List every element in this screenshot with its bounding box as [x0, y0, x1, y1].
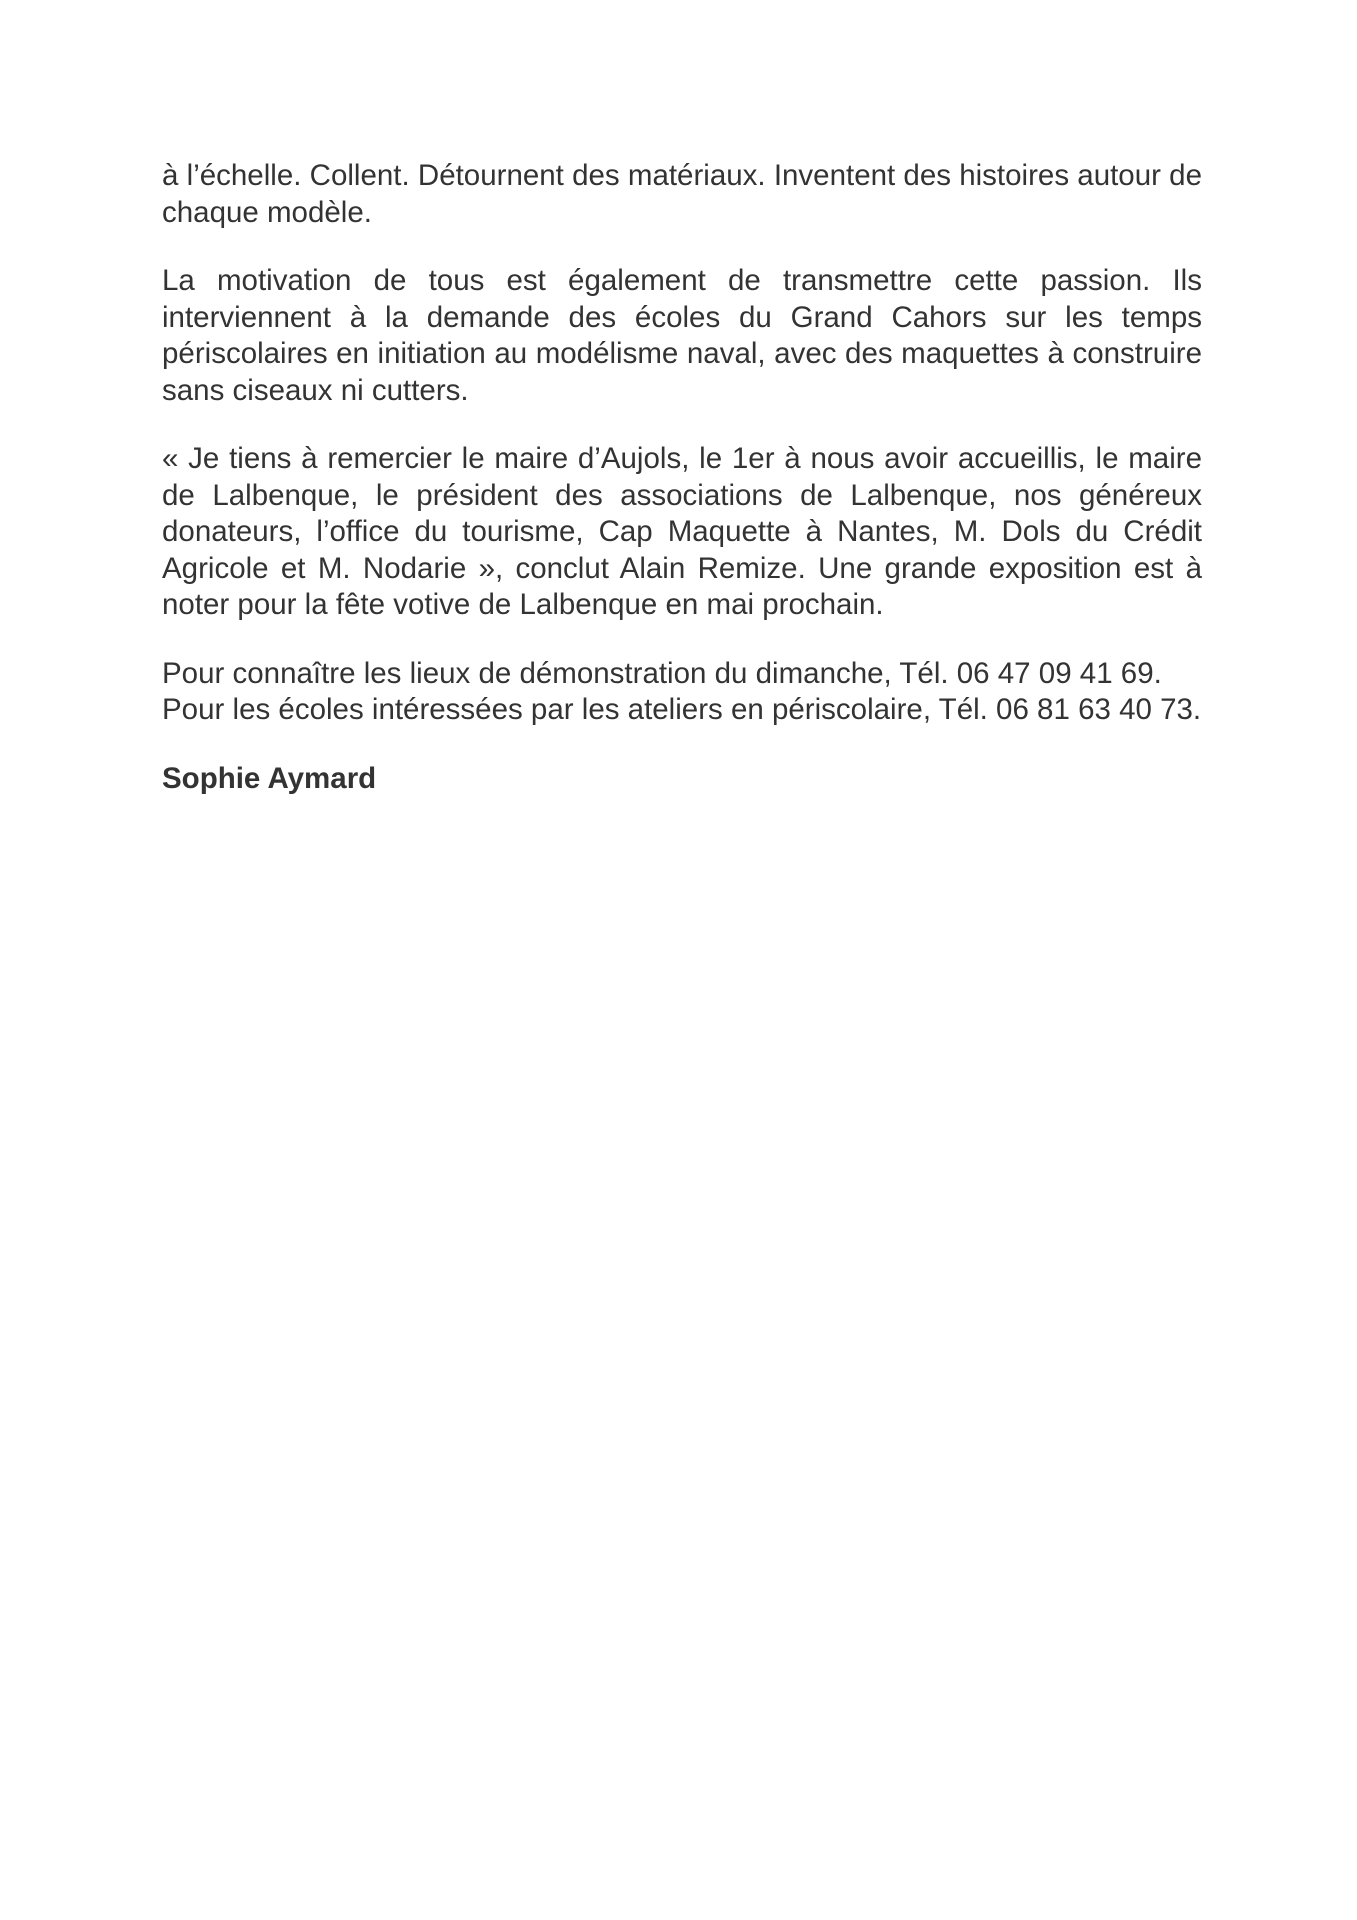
paragraph-motivation: La motivation de tous est également de transmettre cette passion. Ils interviennent à la demande des écoles du Grand Cahors sur les temps périscolaires en initiation au modélisme naval, avec des maquettes à construire sans ciseaux ni cutters.	[162, 264, 1202, 407]
contact-schools: Pour les écoles intéressées par les ateliers en périscolaire, Tél. 06 81 63 40 73.	[162, 693, 1202, 726]
contact-info	[162, 656, 1202, 729]
paragraph-intro: à l’échelle. Collent. Détournent des matériaux. Inventent des histoires autour de chaque modèle.	[162, 159, 1202, 229]
paragraph-quote: « Je tiens à remercier le maire d’Aujols, le 1er à nous avoir accueillis, le maire de Lalbenque, le président des associations de Lalbenque, nos généreux donateurs, l’office du tourisme, Cap Maquette à Nantes, M. Dols du Crédit Agricole et M. Nodarie », conclut Alain Remize. Une grande exposition est à noter pour la fête votive de Lalbenque en mai prochain.	[162, 442, 1202, 621]
author-signature: Sophie Aymard	[162, 761, 377, 795]
contact-demonstration: Pour connaître les lieux de démonstration du dimanche, Tél. 06 47 09 41 69.	[162, 656, 1162, 690]
article-body	[162, 158, 1202, 797]
